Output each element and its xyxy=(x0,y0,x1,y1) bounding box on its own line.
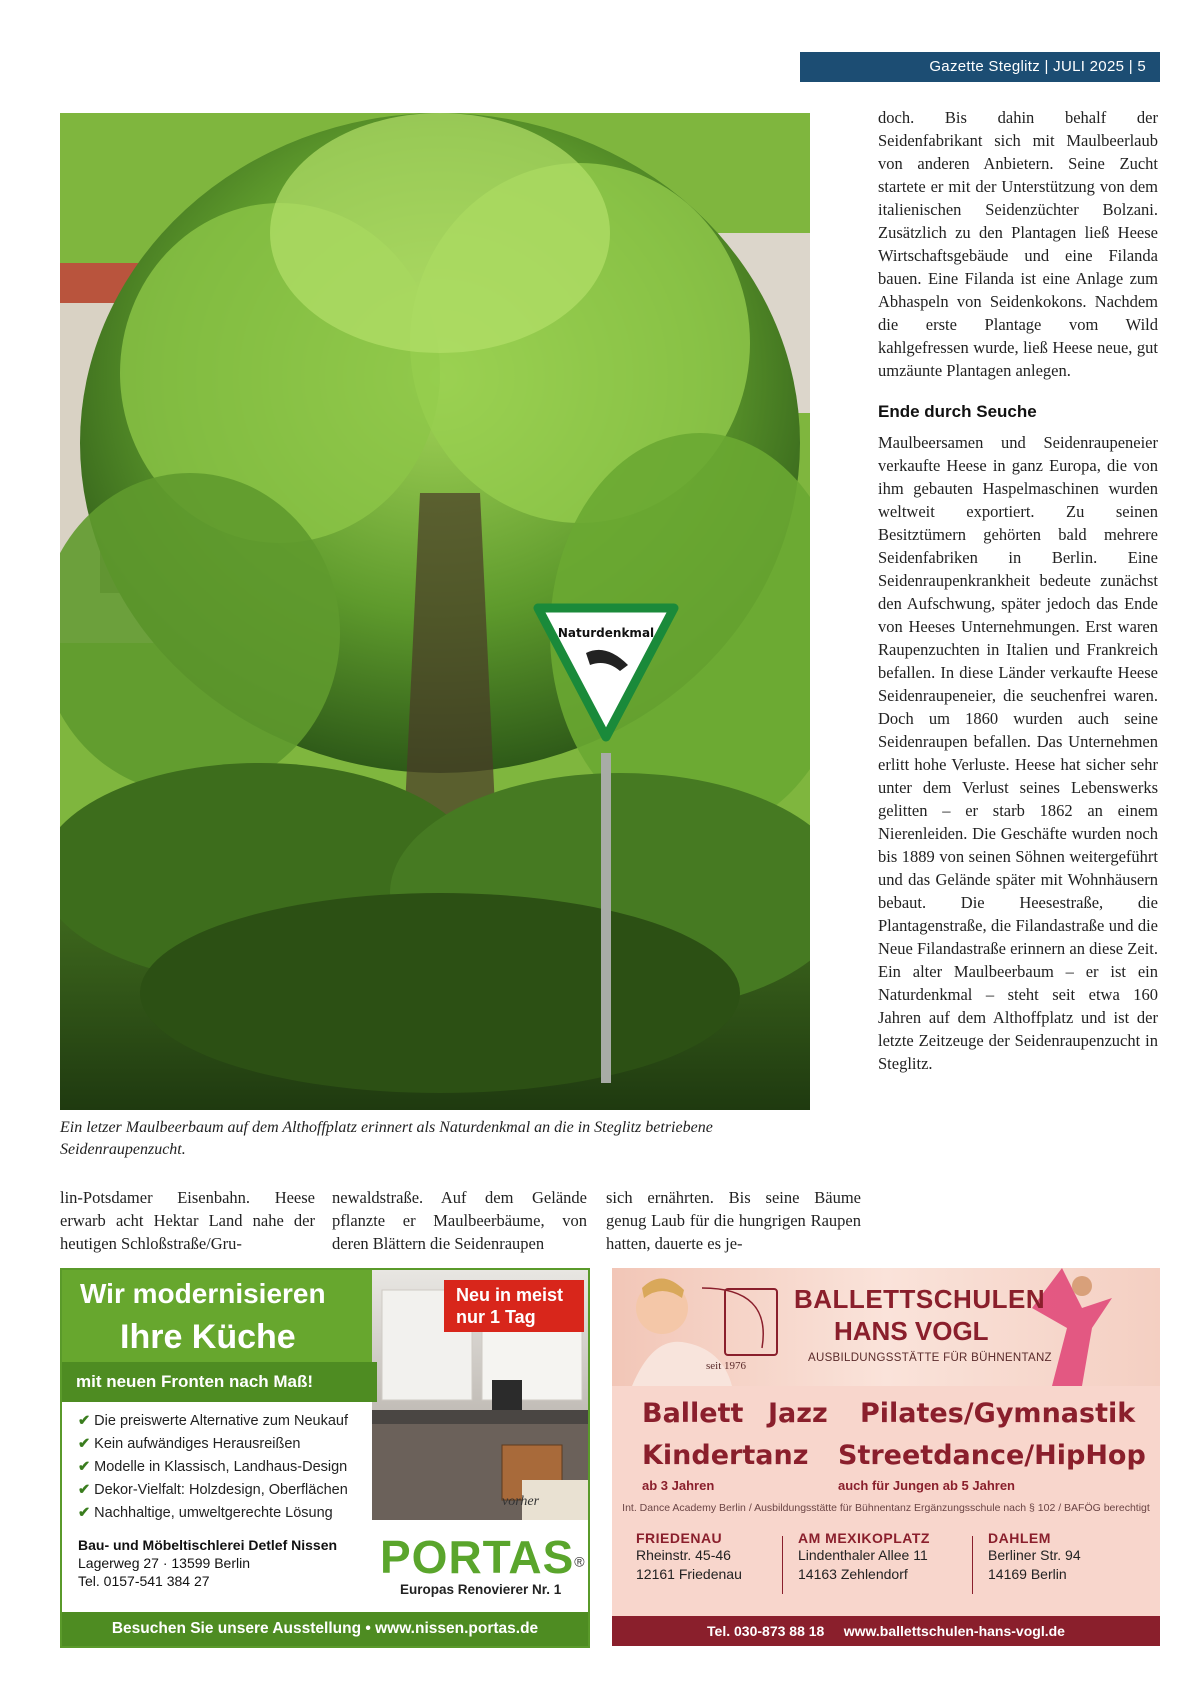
page-header: Gazette Steglitz | JULI 2025 | 5 xyxy=(800,52,1160,82)
location-divider xyxy=(972,1536,973,1594)
kitchen-ad-subtitle: mit neuen Fronten nach Maß! xyxy=(62,1362,377,1402)
bullet-item: ✔ Die preiswerte Alternative zum Neukauf xyxy=(78,1413,349,1429)
portas-logo xyxy=(380,1531,585,1597)
check-icon: ✔ xyxy=(78,1482,91,1498)
kitchen-ad-address xyxy=(78,1536,337,1590)
check-icon: ✔ xyxy=(78,1436,91,1452)
course-kindertanz: Kindertanz xyxy=(642,1440,809,1471)
course-ballett: Ballett xyxy=(642,1398,744,1429)
check-icon: ✔ xyxy=(78,1413,91,1429)
check-icon: ✔ xyxy=(78,1459,91,1475)
article-column-1: lin-Potsdamer Eisenbahn. Heese erwarb acht Hektar Land nahe der heutigen Schloßstraße/Gru- xyxy=(60,1188,315,1253)
ballet-brand-tagline: AUSBILDUNGSSTÄTTE FÜR BÜHNENTANZ xyxy=(808,1352,1052,1364)
ballet-seit: seit 1976 xyxy=(706,1360,747,1372)
bullet-item: ✔ Dekor-Vielfalt: Holzdesign, Oberflächen xyxy=(78,1482,348,1498)
ballet-brand-name: HANS VOGL xyxy=(834,1316,989,1346)
article-column-2: newaldstraße. Auf dem Gelände pflanzte er Maulbeerbäume, von deren Blättern die Seidenraupen xyxy=(332,1188,587,1253)
location-divider xyxy=(782,1536,783,1594)
company-phone: Tel. 0157-541 384 27 xyxy=(78,1573,210,1589)
portas-wordmark: PORTAS xyxy=(380,1531,575,1583)
bullet-item: ✔ Kein aufwändiges Herausreißen xyxy=(78,1436,301,1452)
ballet-logo-emblem xyxy=(724,1288,778,1356)
check-icon: ✔ xyxy=(78,1505,91,1521)
article-paragraph-1: doch. Bis dahin behalf der Seidenfabrikant sich mit Maulbeerlaub von anderen Anbietern. Seine Zucht startete er mit der Unterstützung von dem italienischen Seidenzüchter Bolzani. Zusätzlich zu den Plantagen ließ Heese Wirtschaftsgebäude und eine Filanda bauen. Eine Filanda ist eine Anlage zum Abhaspeln von Seidenkokons. Nachdem die erste Plantage vom Wild kahlgefressen wurde, ließ Heese neue, gut umzäunte Plantagen anlegen. xyxy=(878,108,1158,380)
course-pilates: Pilates/Gymnastik xyxy=(860,1398,1136,1429)
location-friedenau: FRIEDENAU Rheinstr. 45-46 12161 Friedenau xyxy=(636,1530,742,1582)
ballet-brand: BALLETTSCHULEN xyxy=(794,1284,1046,1314)
bullet-item: ✔ Nachhaltige, umweltgerechte Lösung xyxy=(78,1505,333,1521)
streetdance-age: auch für Jungen ab 5 Jahren xyxy=(838,1478,1015,1493)
vorher-label: vorher xyxy=(502,1494,540,1509)
photo-caption: Ein letzer Maulbeerbaum auf dem Althoffplatz erinnert als Naturdenkmal an die in Steglitz betriebene Seidenraupenzucht. xyxy=(60,1119,713,1158)
kitchen-ad-title-2: Ihre Küche xyxy=(120,1318,296,1356)
article-subheading: Ende durch Seuche xyxy=(878,402,1037,421)
tree-photo xyxy=(60,113,810,1110)
bullet-item: ✔ Modelle in Klassisch, Landhaus-Design xyxy=(78,1459,348,1475)
company-address: Lagerweg 27 · 13599 Berlin xyxy=(78,1555,251,1571)
kitchen-ad-title: Wir modernisieren xyxy=(80,1278,326,1309)
course-streetdance: Streetdance/HipHop xyxy=(838,1440,1146,1471)
tree-illustration xyxy=(60,113,810,1110)
kitchen-ad-footer[interactable]: Besuchen Sie unsere Ausstellung • www.nissen.portas.de xyxy=(62,1612,588,1646)
kitchen-ad-bullets xyxy=(78,1410,378,1525)
article-paragraph-2: Maulbeersamen und Seidenraupeneier verkaufte Heese in ganz Europa, die von ihm gebauten Haspelmaschinen wurden weltweit exportiert. Zu seinen Besitztümern gehörten bald mehrere Seidenfabriken in Berlin. Eine Seidenraupenkrankheit bedeute zunächst den Aufschwung, später jedoch das Ende von Heeses Unternehmungen. Erst waren Raupenzuchten in Italien und Frankreich befallen. In diese Länder verkaufte Heese Seidenraupeneier, die seuchenfrei waren. Doch um 1860 wurden auch seine Seidenraupen befallen. Das Unternehmen erlitt hohe Verluste. Heese hat sicher sehr unter dem Verlust seines Lebenswerks gelitten – er starb 1862 an einem Nierenleiden. Die Geschäfte wurden noch bis 1889 von seinen Söhnen weitergeführt und das Gelände später mit Wohnhäusern bebaut. Die Heesestraße, die Plantagenstraße, die Filandastraße und die Neue Filandastraße erinnern an diese Zeit. Ein alter Maulbeerbaum – er ist ein Naturdenkmal – steht seit etwa 160 Jahren auf dem Althoffplatz und ist der letzte Zeitzeuge der Seidenraupenzucht in Steglitz. xyxy=(878,433,1158,1073)
ballet-note: Int. Dance Academy Berlin / Ausbildungsstätte für Bühnentanz Ergänzungsschule nach § 102 / BAFÖG berechtigt xyxy=(622,1502,1150,1514)
kitchen-ad-badge: Neu in meist nur 1 Tag xyxy=(444,1280,584,1332)
ballet-ad-footer[interactable]: Tel. 030-873 88 18 www.ballettschulen-hans-vogl.de xyxy=(612,1616,1160,1646)
registered-mark: ® xyxy=(574,1553,585,1570)
article-column-3: sich ernährten. Bis seine Bäume genug Laub für die hungrigen Raupen hatten, dauerte es je- xyxy=(606,1188,861,1253)
ballet-ad[interactable] xyxy=(612,1268,1160,1646)
article-right-column xyxy=(878,106,1158,1075)
location-mexikoplatz: AM MEXIKOPLATZ Lindenthaler Allee 11 14163 Zehlendorf xyxy=(798,1530,930,1582)
course-jazz: Jazz xyxy=(768,1398,828,1429)
portas-tagline: Europas Renovierer Nr. 1 xyxy=(400,1582,562,1597)
location-dahlem: DAHLEM Berliner Str. 94 14169 Berlin xyxy=(988,1530,1081,1582)
kitchen-ad[interactable] xyxy=(60,1268,590,1648)
sign-label: Naturdenkmal xyxy=(557,626,655,640)
kindertanz-age: ab 3 Jahren xyxy=(642,1478,715,1493)
company-name: Bau- und Möbeltischlerei Detlef Nissen xyxy=(78,1537,338,1553)
